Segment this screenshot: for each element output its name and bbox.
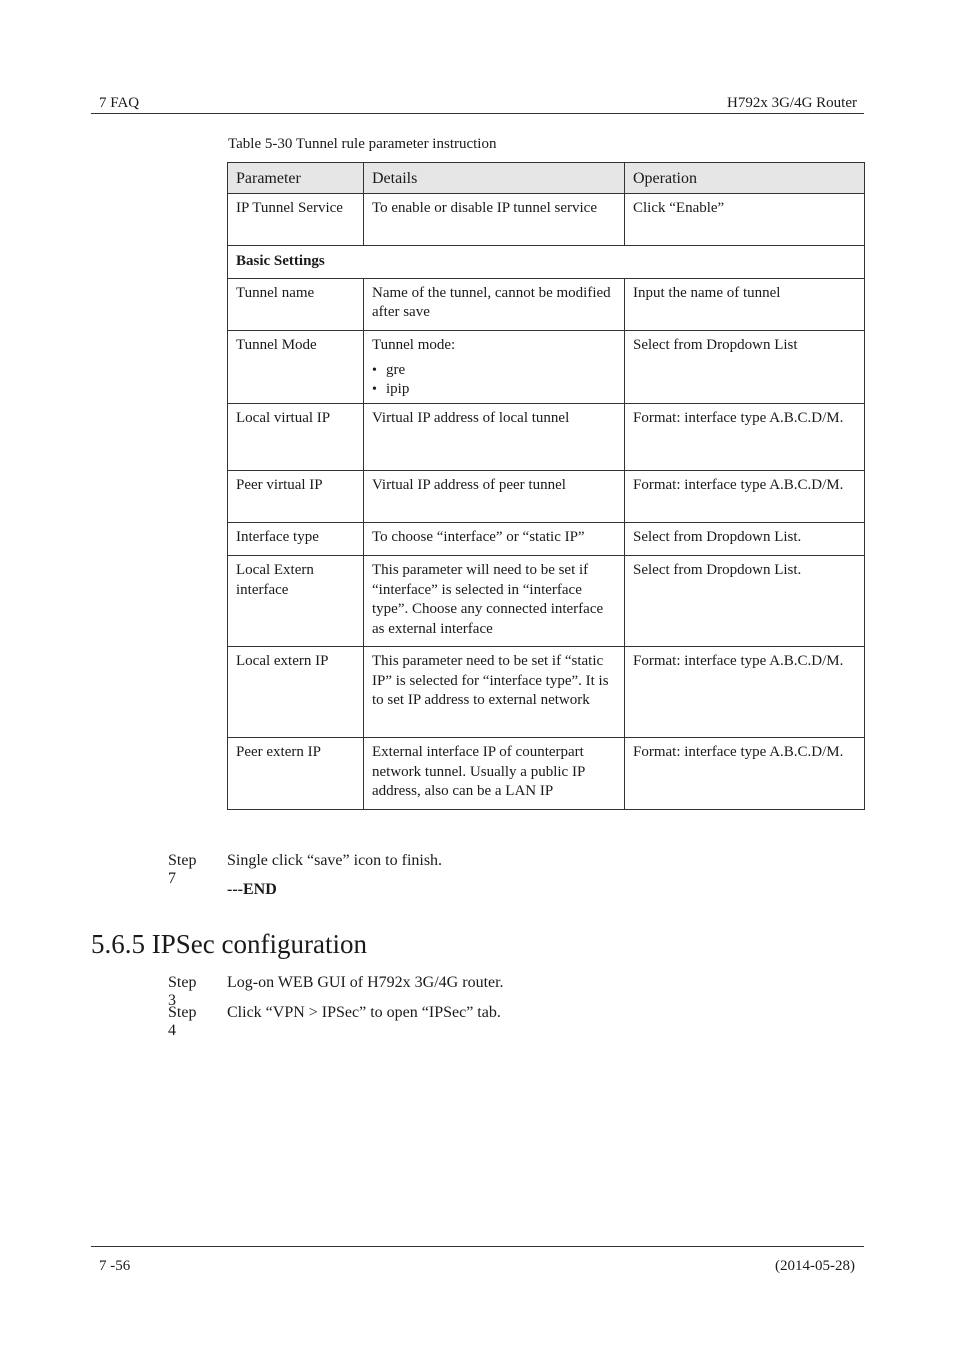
cell-operation: Format: interface type A.B.C.D/M. [625,738,865,810]
table-row [228,523,865,556]
cell-details: To choose “interface” or “static IP” [364,523,625,556]
table-caption: Table 5-30 Tunnel rule parameter instruction [228,136,497,152]
step-label: Step 4 [168,1004,197,1039]
cell-details: Virtual IP address of local tunnel [364,404,625,471]
running-header-product: H792x 3G/4G Router [727,95,857,111]
cell-parameter: Tunnel Mode [228,330,364,404]
page-number: 7 -56 [99,1258,131,1274]
cell-parameter: IP Tunnel Service [228,193,364,245]
list-item: • gre [372,361,616,380]
step-label: Step 3 [168,974,197,1009]
cell-parameter: Peer extern IP [228,738,364,810]
cell-parameter: Local Extern interface [228,556,364,647]
cell-details: External interface IP of counterpart network tunnel. Usually a public IP address, also can be a LAN IP [364,738,625,810]
cell-details: To enable or disable IP tunnel service [364,193,625,245]
cell-operation: Select from Dropdown List. [625,556,865,647]
table-row [228,330,865,404]
table-row [228,738,865,810]
table-row [228,647,865,738]
cell-details: This parameter will need to be set if “interface” is selected in “interface type”. Choose any connected interface as external interface [364,556,625,647]
table-header-row [228,163,865,194]
table-section-row [228,245,865,278]
document-date: (2014-05-28) [775,1258,855,1274]
table-row [228,193,865,245]
cell-details: This parameter need to be set if “static IP” is selected for “interface type”. It is to set IP address to external network [364,647,625,738]
section-heading-basic-settings: Basic Settings [228,245,865,278]
details-text: Tunnel mode: [372,336,456,353]
tunnel-parameter-table [227,162,865,810]
list-item: • ipip [372,380,616,399]
cell-operation: Format: interface type A.B.C.D/M. [625,471,865,523]
cell-operation: Input the name of tunnel [625,278,865,330]
cell-operation: Select from Dropdown List [625,330,865,404]
cell-details [364,330,625,404]
column-header-details: Details [364,163,625,194]
cell-operation: Format: interface type A.B.C.D/M. [625,647,865,738]
step-text: Click “VPN > IPSec” to open “IPSec” tab. [227,1004,501,1021]
column-header-parameter: Parameter [228,163,364,194]
step-text: Single click “save” icon to finish. [227,852,443,869]
end-marker: ---END [227,881,277,898]
cell-operation: Format: interface type A.B.C.D/M. [625,404,865,471]
table-row [228,471,865,523]
cell-parameter: Peer virtual IP [228,471,364,523]
header-rule [91,113,864,114]
cell-parameter: Local extern IP [228,647,364,738]
footer-rule [91,1246,864,1247]
section-title: 5.6.5 IPSec configuration [91,929,367,959]
tunnel-mode-options [372,361,616,399]
cell-details: Virtual IP address of peer tunnel [364,471,625,523]
running-header-chapter: 7 FAQ [99,95,140,111]
step-text: Log-on WEB GUI of H792x 3G/4G router. [227,974,504,991]
cell-operation: Select from Dropdown List. [625,523,865,556]
table-row [228,278,865,330]
cell-parameter: Local virtual IP [228,404,364,471]
cell-parameter: Interface type [228,523,364,556]
table-row [228,404,865,471]
cell-parameter: Tunnel name [228,278,364,330]
table-row [228,556,865,647]
cell-details: Name of the tunnel, cannot be modified after save [364,278,625,330]
step-label: Step 7 [168,852,197,887]
cell-operation: Click “Enable” [625,193,865,245]
column-header-operation: Operation [625,163,865,194]
